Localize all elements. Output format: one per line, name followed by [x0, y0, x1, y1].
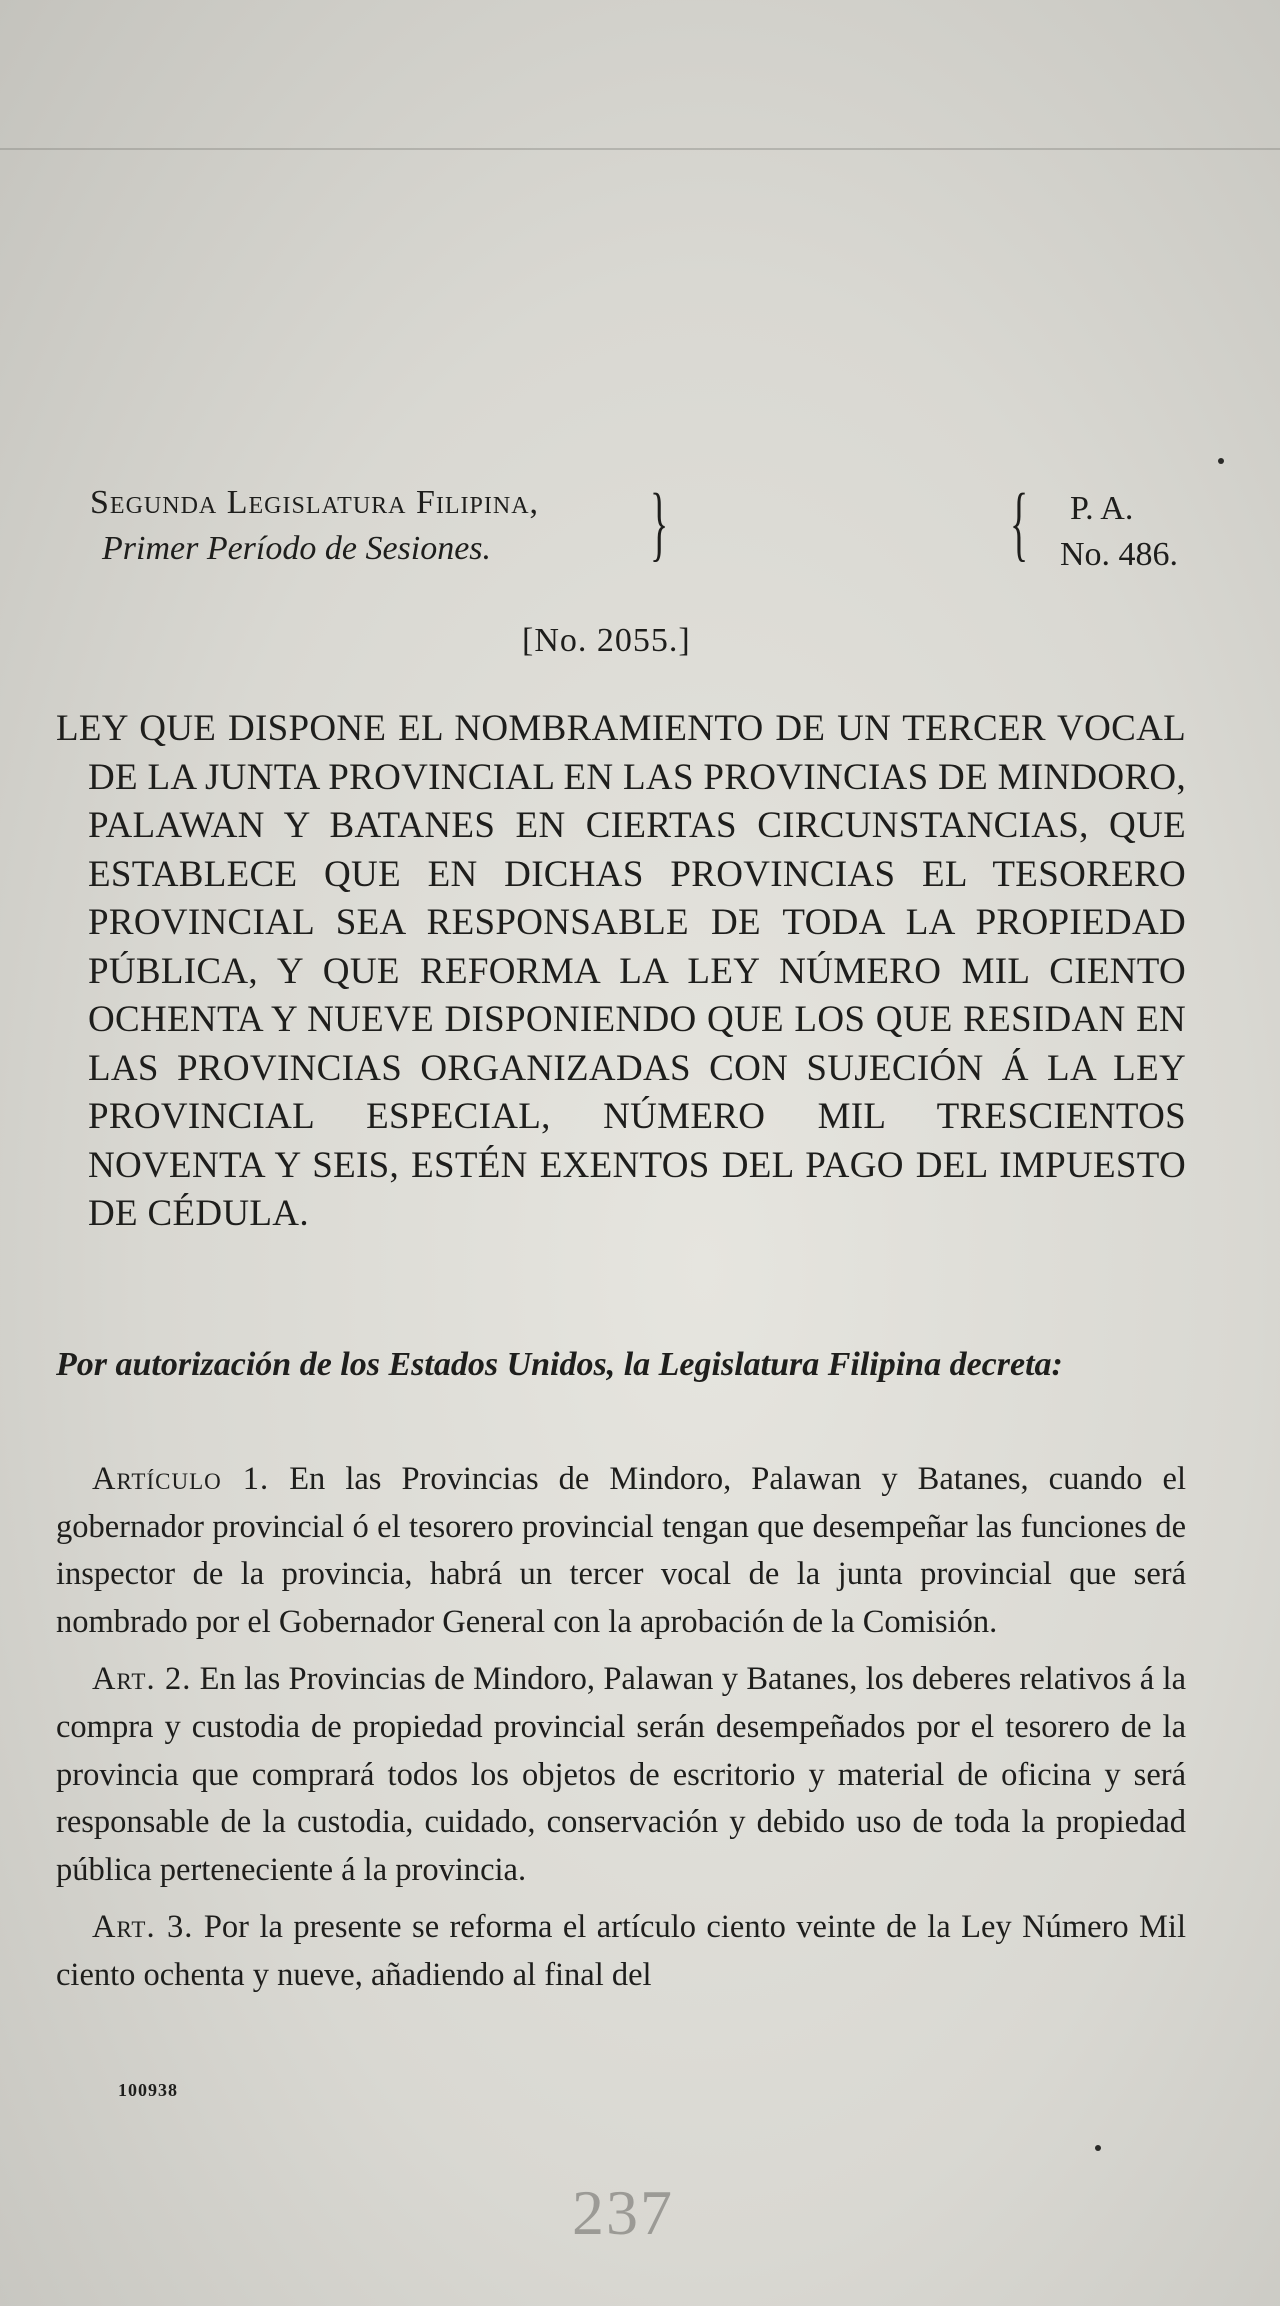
bleed-through-text — [60, 445, 1210, 483]
bleed-through-text — [60, 305, 1210, 343]
ink-speck — [1095, 2145, 1101, 2151]
article-text: En las Provincias de Mindoro, Palawan y Batanes, cuando el gobernador provincial ó el tesorero provincial tengan que desempeñar las funciones de inspector de la provincia, habrá un tercer vocal de la junta provincial que será nombrado por el Gobernador General con la aprobación de la Comisión. — [56, 1461, 1187, 1640]
article-label: Art. 3. — [92, 1909, 194, 1946]
act-number: [No. 2055.] — [522, 622, 691, 659]
ink-speck — [1218, 458, 1224, 464]
enacting-clause: Por autorización de los Estados Unidos, la Legislatura Filipina decreta: — [56, 1346, 1063, 1383]
bleed-through-text — [60, 398, 1210, 436]
bill-reference — [1060, 486, 1178, 578]
printer-signature-mark: 100938 — [118, 2080, 178, 2100]
article-text: En las Provincias de Mindoro, Palawan y Batanes, los deberes relativos á la compra y custodia de propiedad provincial serán desempeñados por el tesorero de la provincia que comprará todos los objetos de escritorio y material de oficina y será responsable de la custodia, cuidado, conservación y debido uso de toda la propiedad pública perteneciente á la provincia. — [56, 1661, 1187, 1888]
paper-crease — [0, 148, 1280, 150]
bleed-through-text — [60, 215, 1210, 253]
session-name: Primer Período de Sesiones. — [102, 530, 492, 567]
law-title: LEY QUE DISPONE EL NOMBRAMIENTO DE UN TERCER VOCAL DE LA JUNTA PROVINCIAL EN LAS PROVINCIAS DE MINDORO, PALAWAN Y BATANES EN CIERTAS CIRCUNSTANCIAS, QUE ESTABLECE QUE EN DICHAS PROVINCIAS EL TESORERO PROVINCIAL SEA RESPONSABLE DE TODA LA PROPIEDAD PÚBLICA, Y QUE REFORMA LA LEY NÚMERO MIL CIENTO OCHENTA Y NUEVE DISPONIENDO QUE LOS QUE RESIDAN EN LAS PROVINCIAS ORGANIZADAS CON SUJECIÓN Á LA LEY PROVINCIAL ESPECIAL, NÚMERO MIL TRESCIENTOS NOVENTA Y SEIS, ESTÉN EXENTOS DEL PAGO DEL IMPUESTO DE CÉDULA. — [56, 708, 1186, 1234]
bill-number: No. 486. — [1060, 536, 1179, 573]
bill-type: P. A. — [1070, 490, 1134, 527]
legislature-header — [90, 480, 539, 572]
articles-body — [56, 1456, 1186, 2010]
article-1 — [56, 1456, 1186, 1646]
article-text: Por la presente se reforma el artículo ciento veinte de la Ley Número Mil ciento ochenta y nueve, añadiendo al final del — [56, 1909, 1186, 1993]
article-2 — [56, 1656, 1186, 1894]
bleed-through-text — [60, 260, 1210, 298]
right-brace-glyph: } — [650, 477, 669, 570]
article-label: Art. 2. — [92, 1661, 192, 1698]
article-3 — [56, 1904, 1186, 1999]
article-label: Artículo 1. — [92, 1461, 270, 1497]
legislature-name: Segunda Legislatura Filipina, — [90, 484, 540, 521]
left-brace-glyph: { — [1010, 477, 1029, 570]
bleed-through-text — [60, 350, 1210, 388]
page-number: 237 — [572, 2177, 674, 2248]
